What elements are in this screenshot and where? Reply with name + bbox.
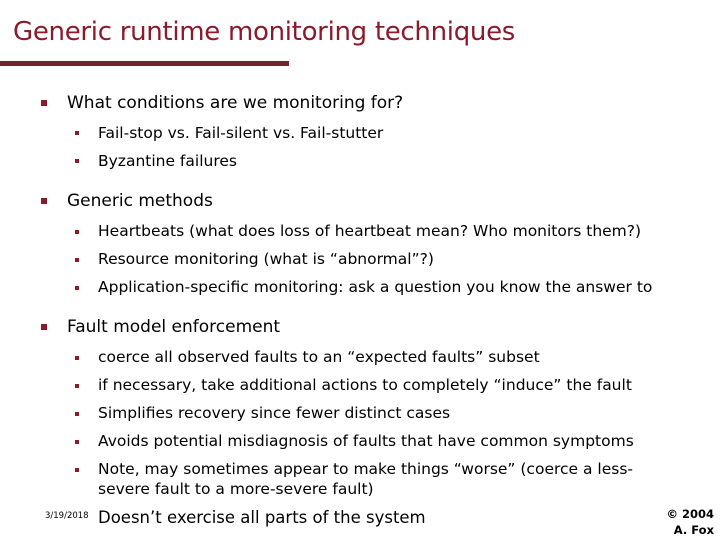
list-item: coerce all observed faults to an “expected faults” subset: [98, 348, 540, 366]
copyright-year: © 2004: [666, 507, 714, 521]
item-bullet: [75, 131, 79, 135]
item-bullet: [75, 258, 79, 262]
item-bullet: [75, 412, 79, 416]
item-bullet: [75, 356, 79, 360]
section-heading-fault-model-enforcement: Fault model enforcement: [67, 317, 281, 337]
slide-date: 3/19/2018: [45, 511, 89, 521]
section-bullet: [41, 100, 47, 106]
section-bullet: [41, 198, 47, 204]
section-heading-monitoring-conditions: What conditions are we monitoring for?: [67, 93, 404, 113]
item-bullet: [75, 230, 79, 234]
list-item: Doesn’t exercise all parts of the system: [98, 508, 426, 527]
list-item: Fail-stop vs. Fail-silent vs. Fail-stutter: [98, 124, 384, 142]
list-item: Resource monitoring (what is “abnormal”?): [98, 250, 434, 268]
item-bullet: [75, 440, 79, 444]
list-item-continuation: severe fault to a more-severe fault): [98, 480, 374, 498]
item-bullet: [75, 159, 79, 163]
copyright-notice: [666, 507, 714, 538]
list-item: if necessary, take additional actions to completely “induce” the fault: [98, 376, 632, 394]
list-item: Application-specific monitoring: ask a question you know the answer to: [98, 278, 653, 296]
section-bullet: [41, 324, 47, 330]
list-item: Simplifies recovery since fewer distinct cases: [98, 404, 451, 422]
list-item: Byzantine failures: [98, 152, 237, 170]
list-item: Avoids potential misdiagnosis of faults that have common symptoms: [98, 432, 634, 450]
slide-title: Generic runtime monitoring techniques: [13, 17, 516, 47]
copyright-author: A. Fox: [673, 522, 714, 537]
item-bullet: [75, 384, 79, 388]
title-underline: [0, 61, 289, 66]
item-bullet: [75, 286, 79, 290]
section-heading-generic-methods: Generic methods: [67, 191, 213, 211]
item-bullet: [75, 468, 79, 472]
list-item: Heartbeats (what does loss of heartbeat mean? Who monitors them?): [98, 222, 642, 240]
list-item: Note, may sometimes appear to make things “worse” (coerce a less-: [98, 460, 634, 478]
